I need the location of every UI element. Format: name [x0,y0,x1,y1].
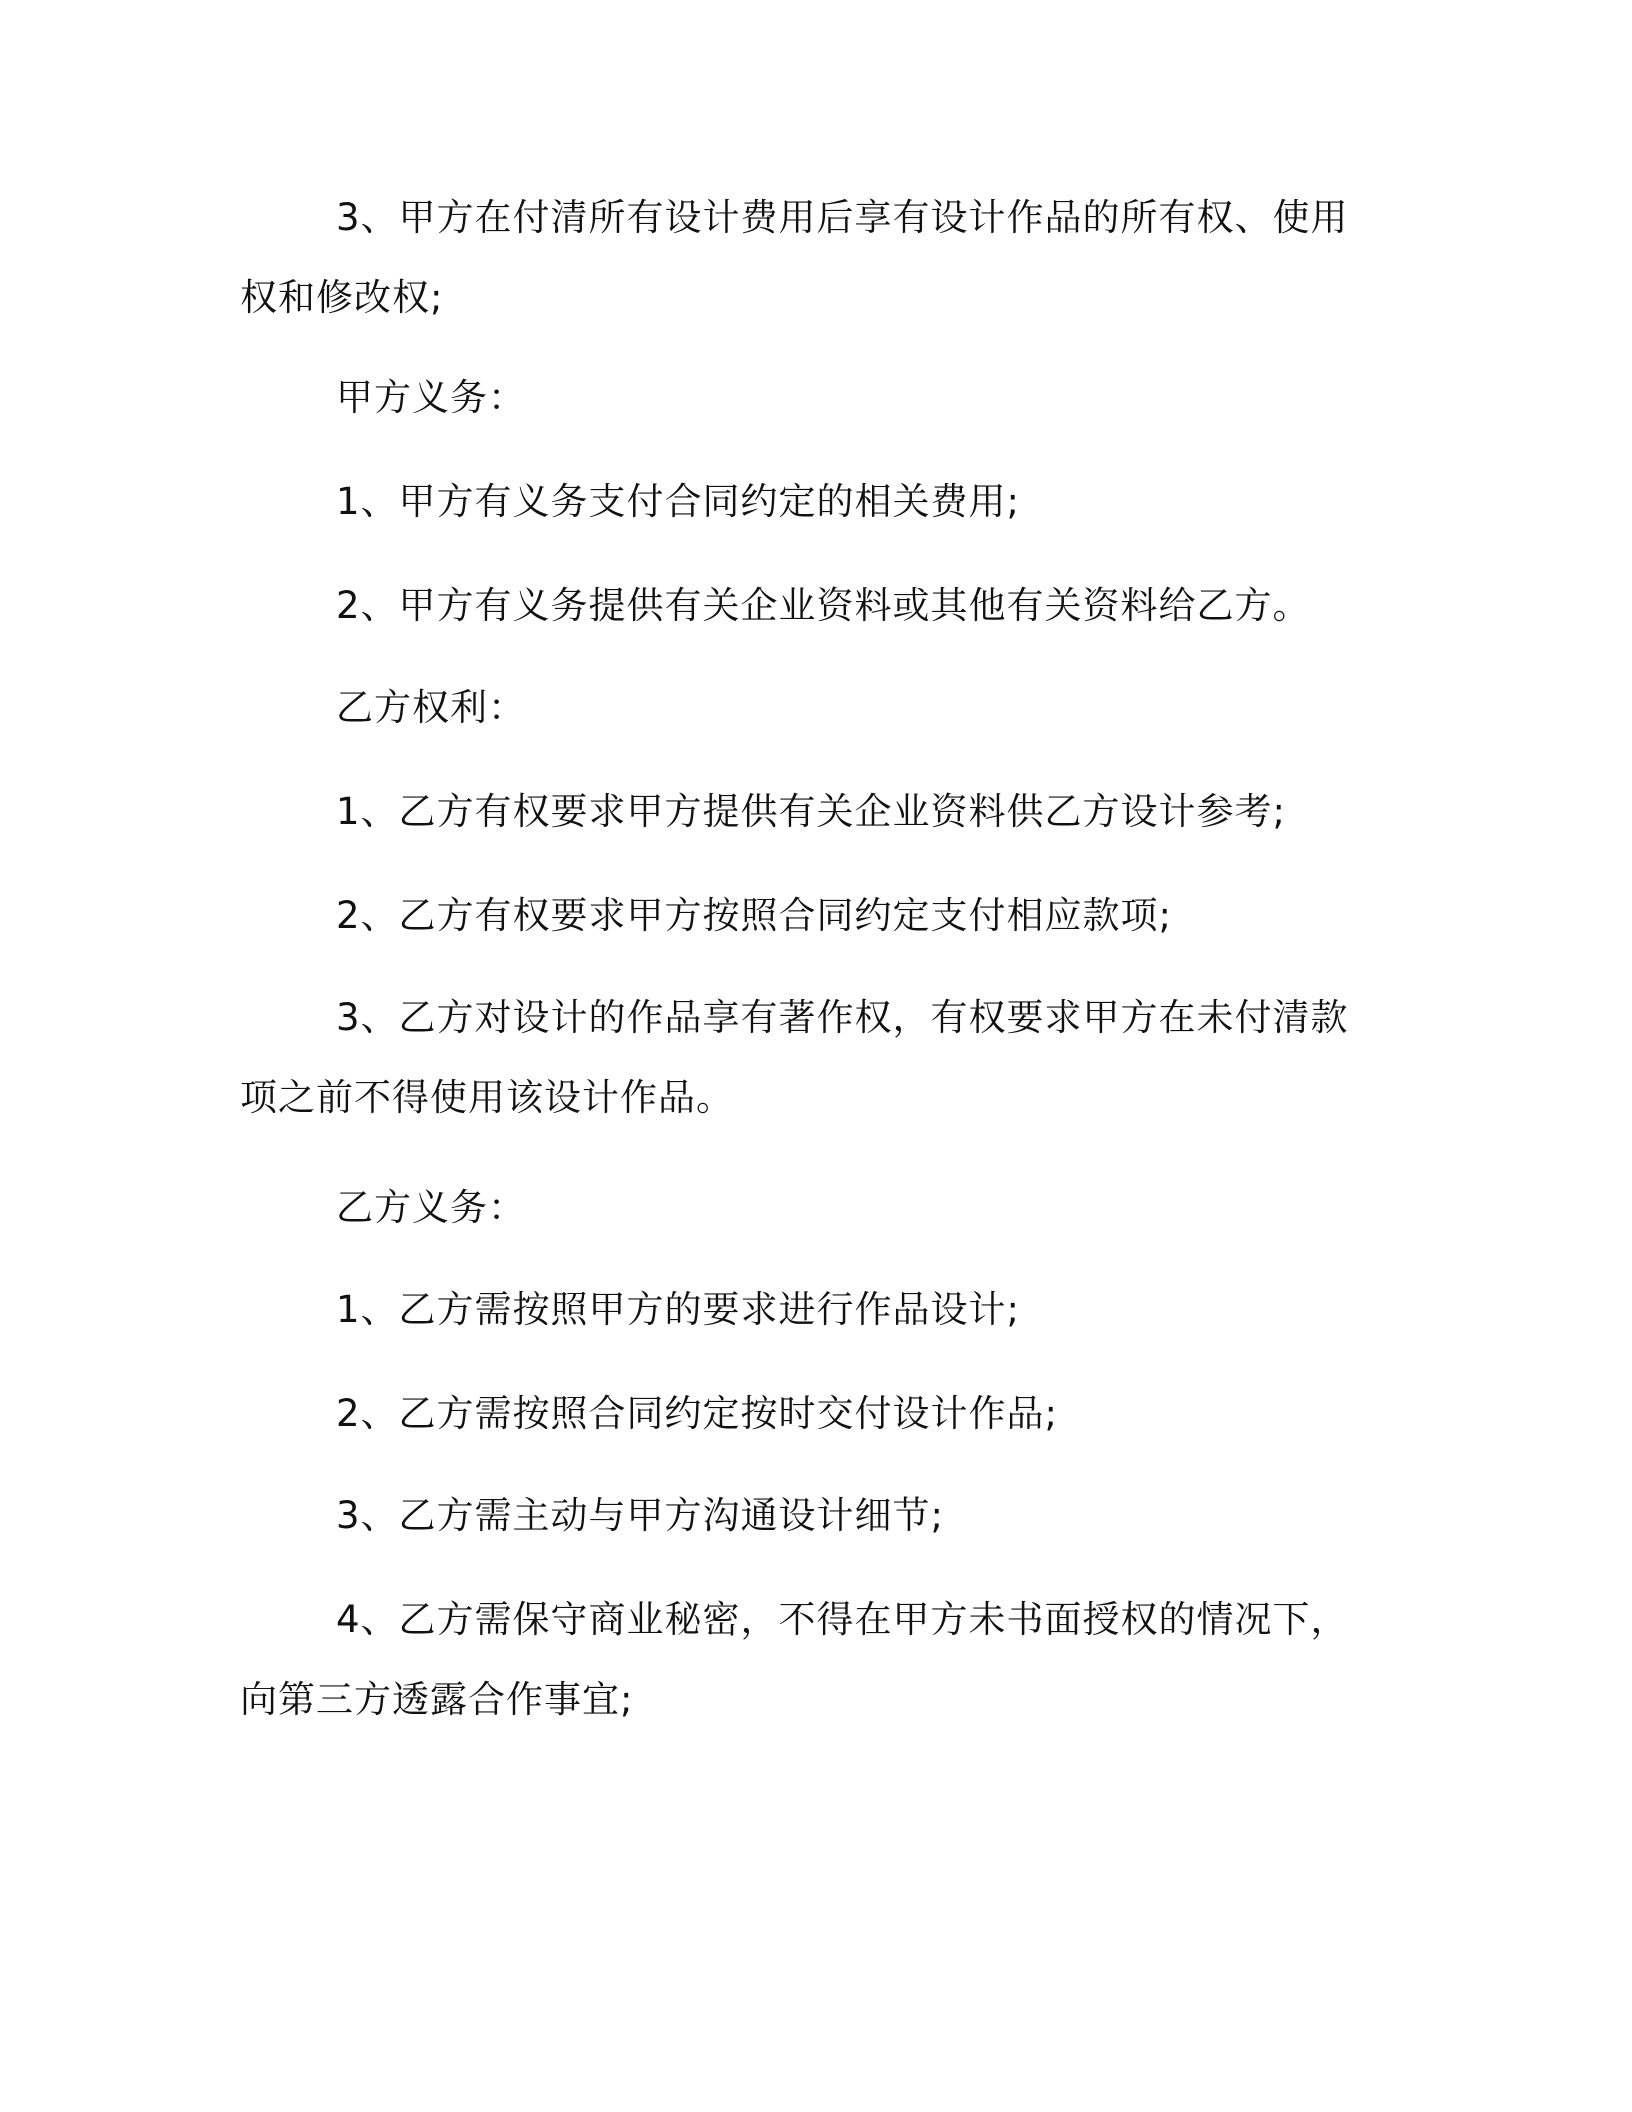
paragraph-party-a-obligation-2: 2、甲方有义务提供有关企业资料或其他有关资料给乙方。 [336,584,1311,627]
section-heading-party-a-obligations: 甲方义务： [336,376,526,419]
section-heading-party-b-obligations: 乙方义务： [336,1186,526,1229]
paragraph-party-a-right-3: 3、甲方在付清所有设计费用后享有设计作品的所有权、使用权和修改权; [240,196,1349,319]
section-heading-party-b-rights: 乙方权利： [336,686,526,729]
paragraph-party-b-obligation-1: 1、乙方需按照甲方的要求进行作品设计; [336,1288,1021,1331]
paragraph-party-b-obligation-4: 4、乙方需保守商业秘密，不得在甲方未书面授权的情况下，向第三方透露合作事宜; [240,1598,1349,1721]
paragraph-party-b-right-3: 3、乙方对设计的作品享有著作权，有权要求甲方在未付清款项之前不得使用该设计作品。 [240,996,1349,1119]
paragraph-party-b-obligation-2: 2、乙方需按照合同约定按时交付设计作品; [336,1392,1059,1435]
paragraph-party-b-right-2: 2、乙方有权要求甲方按照合同约定支付相应款项; [336,894,1173,937]
paragraph-party-b-obligation-3: 3、乙方需主动与甲方沟通设计细节; [336,1494,945,1537]
paragraph-party-b-right-1: 1、乙方有权要求甲方提供有关企业资料供乙方设计参考; [336,790,1287,833]
paragraph-party-a-obligation-1: 1、甲方有义务支付合同约定的相关费用; [336,480,1021,523]
